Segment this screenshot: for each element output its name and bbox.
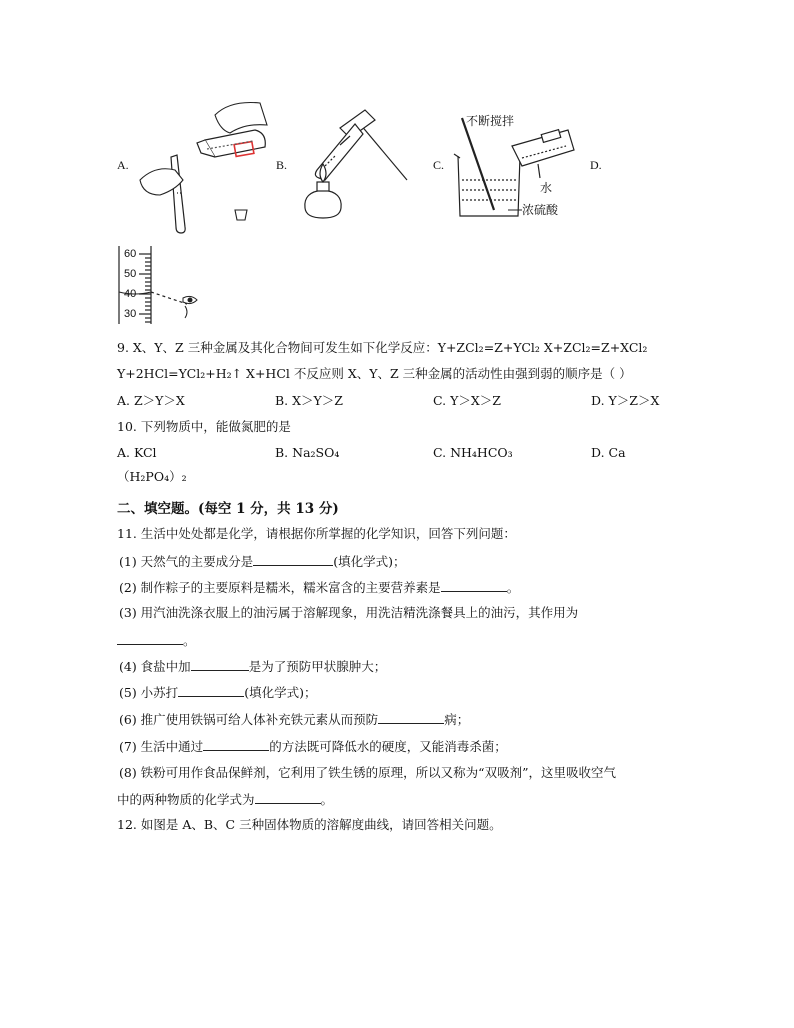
q9-option-a: A. Z＞Y＞X bbox=[117, 393, 185, 408]
q11-item-7-text: (7) 生活中通过 bbox=[119, 739, 204, 754]
q11-item-1 bbox=[119, 553, 405, 570]
option-b-label: B. bbox=[276, 158, 288, 172]
q11-item-7-suffix: 的方法既可降低水的硬度，又能消毒杀菌； bbox=[269, 739, 507, 754]
q11-item-2-text: (2) 制作粽子的主要原料是糯米，糯米富含的主要营养素是 bbox=[119, 580, 441, 595]
acid-pointer-line bbox=[508, 208, 524, 212]
q11-item-8 bbox=[119, 765, 616, 781]
option-a-label: A. bbox=[117, 158, 129, 172]
q11-item-4-text: (4) 食盐中加 bbox=[119, 659, 191, 674]
q9-line2: Y+2HCl=YCl₂+H₂↑ X+HCl 不反应则 X、Y、Z 三种金属的活动性由强到弱的顺序是（ ） bbox=[117, 366, 632, 381]
q10-option-c: C. NH₄HCO₃ bbox=[433, 445, 513, 460]
tick-50: 50 bbox=[124, 268, 137, 280]
q11-item-3-cont bbox=[117, 632, 196, 649]
q11-item-1-suffix: (填化学式)； bbox=[333, 554, 406, 569]
acid-label: 浓硫酸 bbox=[522, 203, 559, 217]
answer-blank-6[interactable] bbox=[378, 711, 444, 724]
answer-blank-8[interactable] bbox=[255, 791, 321, 804]
q11-item-4-suffix: 是为了预防甲状腺肿大； bbox=[248, 659, 387, 674]
q11-item-4 bbox=[119, 658, 386, 675]
q12-stem: 12. 如图是 A、B、C 三种固体物质的溶解度曲线，请回答相关问题。 bbox=[117, 817, 502, 832]
answer-blank-2[interactable] bbox=[441, 579, 507, 592]
stir-label: 不断搅拌 bbox=[466, 114, 515, 128]
q11-item-5-text: (5) 小苏打 bbox=[119, 685, 179, 700]
q11-item-3-suffix: 。 bbox=[183, 633, 196, 648]
water-label: 水 bbox=[540, 181, 553, 195]
answer-blank-5[interactable] bbox=[178, 684, 244, 697]
answer-blank-1[interactable] bbox=[253, 553, 333, 566]
q11-item-3 bbox=[119, 605, 578, 621]
q11-item-5-suffix: (填化学式)； bbox=[244, 685, 317, 700]
q11-item-6-suffix: 病； bbox=[444, 712, 470, 727]
tick-30: 30 bbox=[124, 308, 137, 320]
q9-option-c: C. Y＞X＞Z bbox=[433, 393, 501, 408]
q9-option-b: B. X＞Y＞Z bbox=[275, 393, 343, 408]
q11-item-8-cont-text: 中的两种物质的化学式为 bbox=[117, 792, 255, 807]
q10-option-a: A. KCl bbox=[117, 445, 157, 460]
heating-tube-figure bbox=[295, 100, 420, 225]
option-c-label: C. bbox=[433, 158, 445, 172]
tick-60: 60 bbox=[124, 248, 137, 260]
answer-blank-3[interactable] bbox=[117, 632, 183, 645]
q11-stem: 11. 生活中处处都是化学，请根据你所掌握的化学知识，回答下列问题： bbox=[117, 526, 516, 541]
q11-item-2-suffix: 。 bbox=[506, 580, 520, 595]
q11-item-3-text: (3) 用汽油洗涤衣服上的油污属于溶解现象，用洗洁精洗涤餐具上的油污，其作用为 bbox=[119, 605, 579, 620]
answer-blank-4[interactable] bbox=[191, 658, 249, 671]
q11-item-1-text: (1) 天然气的主要成分是 bbox=[119, 554, 254, 569]
q11-item-2 bbox=[119, 579, 519, 596]
q11-item-8-suffix: 。 bbox=[320, 792, 334, 807]
q10-stem: 10. 下列物质中，能做氮肥的是 bbox=[117, 419, 291, 434]
q9-option-d: D. Y＞Z＞X bbox=[591, 393, 660, 408]
q10-option-b: B. Na₂SO₄ bbox=[275, 445, 340, 460]
q11-item-6 bbox=[119, 711, 469, 728]
q11-item-6-text: (6) 推广使用铁锅可给人体补充铁元素从而预防 bbox=[119, 712, 379, 727]
q10-option-d-cont: （H₂PO₄）₂ bbox=[117, 469, 187, 484]
q10-option-d: D. Ca bbox=[591, 445, 626, 460]
tick-40: 40 bbox=[124, 288, 137, 300]
q11-item-8-cont bbox=[117, 791, 333, 808]
q11-item-7 bbox=[119, 738, 507, 755]
section-heading: 二、填空题。(每空 1 分，共 13 分) bbox=[117, 501, 339, 517]
q11-item-8-text: (8) 铁粉可用作食品保鲜剂，它利用了铁生锈的原理，所以又称为“双吸剂”，这里吸收空气 bbox=[119, 765, 616, 780]
pouring-liquid-figure bbox=[135, 95, 275, 235]
option-d-label: D. bbox=[590, 158, 602, 172]
q11-item-5 bbox=[119, 684, 316, 701]
q9-line1: 9. X、Y、Z 三种金属及其化合物间可发生如下化学反应：Y+ZCl₂=Z+YCl₂ X+ZCl₂=Z+XCl₂ bbox=[117, 340, 648, 355]
answer-blank-7[interactable] bbox=[203, 738, 269, 751]
